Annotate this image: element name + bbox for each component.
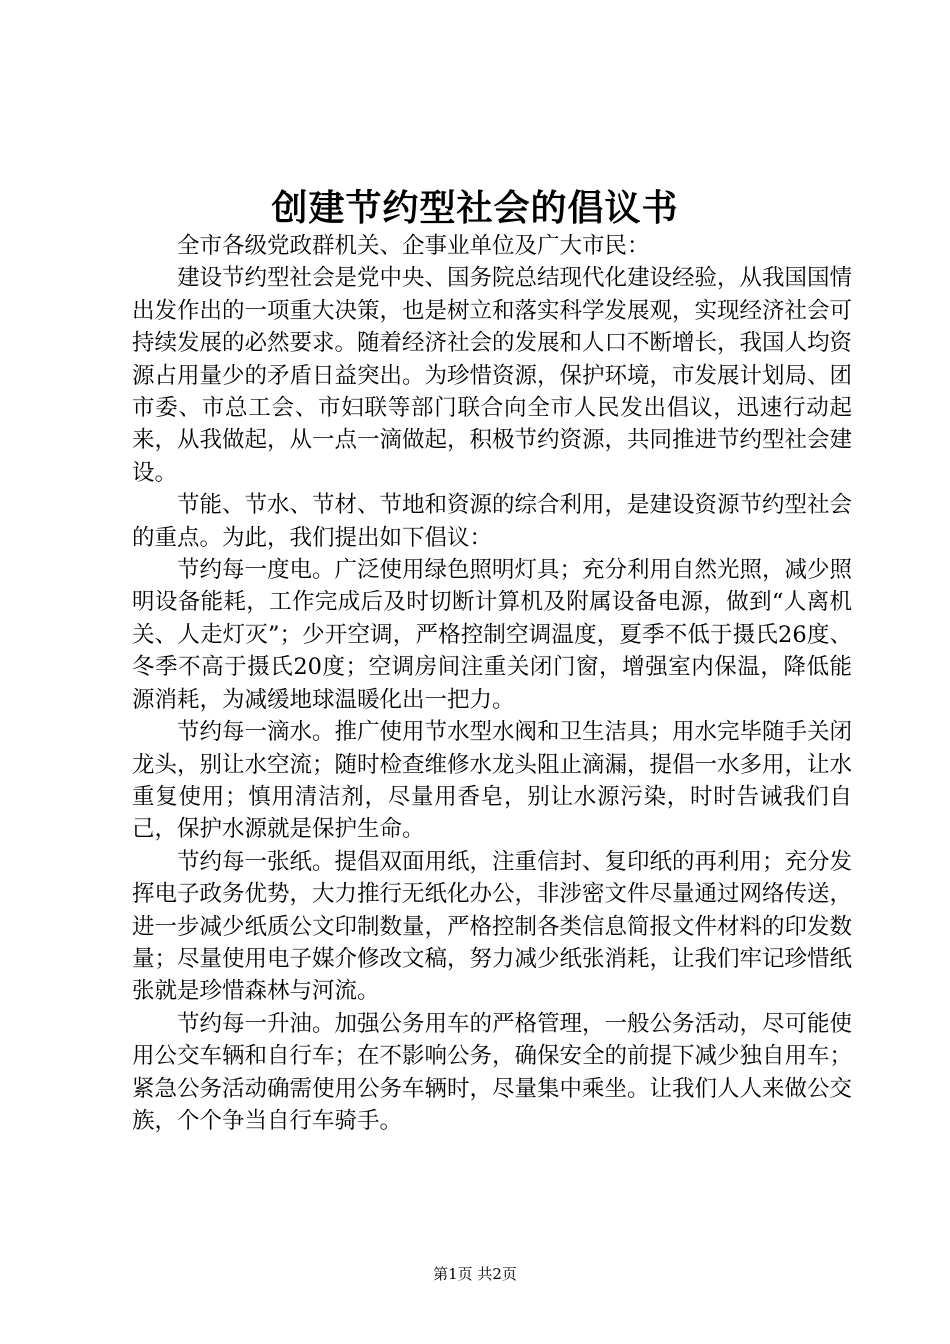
paragraph-electricity: 节约每一度电。广泛使用绿色照明灯具；充分利用自然光照，减少照明设备能耗，工作完成后及时切断计算机及附属设备电源，做到“人离机关、人走灯灭”；少开空调，严格控制空调温度，夏季不低于摄氏26度、冬季不高于摄氏20度；空调房间注重关闭门窗，增强室内保温，降低能源消耗，为减缓地球温暖化出一把力。	[132, 557, 853, 713]
document-body	[132, 230, 852, 1137]
paragraph-intro: 建设节约型社会是党中央、国务院总结现代化建设经验，从我国国情出发作出的一项重大决策，也是树立和落实科学发展观，实现经济社会可持续发展的必然要求。随着经济社会的发展和人口不断增长，我国人均资源占用量少的矛盾日益突出。为珍惜资源，保护环境，市发展计划局、团市委、市总工会、市妇联等部门联合向全市人民发出倡议，迅速行动起来，从我做起，从一点一滴做起，积极节约资源，共同推进节约型社会建设。	[132, 265, 853, 486]
paragraph-oil: 节约每一升油。加强公务用车的严格管理，一般公务活动，尽可能使用公交车辆和自行车；在不影响公务，确保安全的前提下减少独自用车；紧急公务活动确需使用公务车辆时，尽量集中乘坐。让我们人人来做公交族，个个争当自行车骑手。	[132, 1010, 853, 1134]
paragraph-focus: 节能、节水、节材、节地和资源的综合利用，是建设资源节约型社会的重点。为此，我们提出如下倡议：	[132, 492, 853, 551]
page-title: 创建节约型社会的倡议书	[271, 187, 679, 229]
page-footer: 第1页 共2页	[433, 1265, 517, 1283]
paragraph-paper: 节约每一张纸。提倡双面用纸，注重信封、复印纸的再利用；充分发挥电子政务优势，大力推行无纸化办公，非涉密文件尽量通过网络传送，进一步减少纸质公文印制数量，严格控制各类信息简报文件材料的印发数量；尽量使用电子媒介修改文稿，努力减少纸张消耗，让我们牢记珍惜纸张就是珍惜森林与河流。	[132, 848, 853, 1005]
salutation: 全市各级党政群机关、企事业单位及广大市民：	[177, 233, 650, 259]
paragraph-water: 节约每一滴水。推广使用节水型水阀和卫生洁具；用水完毕随手关闭龙头，别让水空流；随时检查维修水龙头阻止滴漏，提倡一水多用，让水重复使用；慎用清洁剂，尽量用香皂，别让水源污染，时时告诫我们自己，保护水源就是保护生命。	[132, 719, 853, 843]
